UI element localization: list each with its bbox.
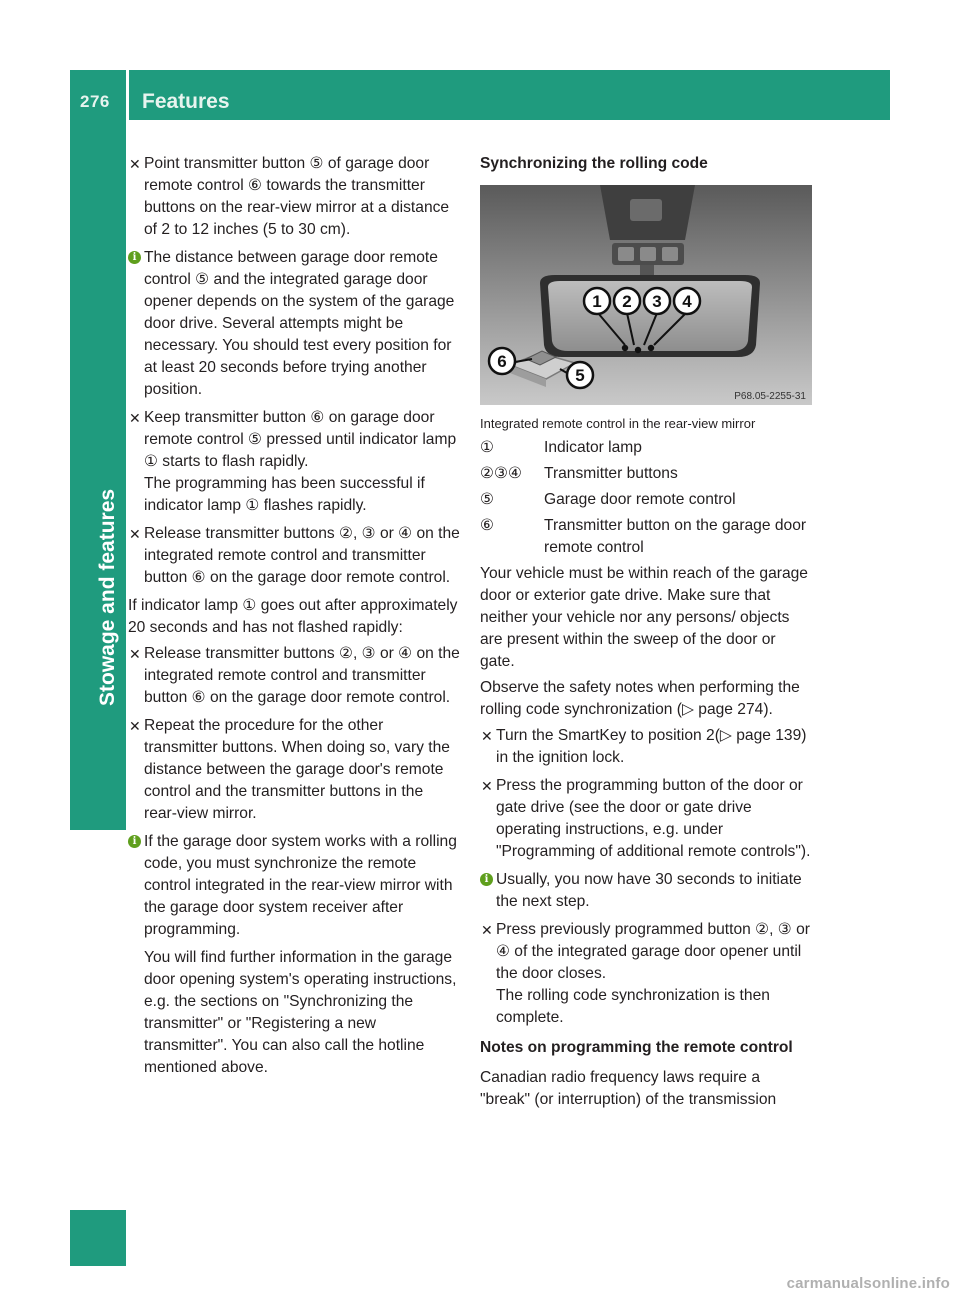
step-text: Point transmitter button ⑤ of garage door remote control ⑥ towards the transmitter buttons on the rear-view mirror at a distance of 2 to 12 inches (5 to 30 cm). [144,155,450,238]
panel-button [618,247,634,261]
transmitter-button [635,347,641,353]
header-divider [126,70,129,120]
side-tab [70,120,126,830]
figure-caption: Integrated remote control in the rear-view mirror [480,416,756,431]
step-arrow-icon: ✕ [129,410,141,426]
callout-3 [644,288,670,314]
instruction-step [128,407,460,517]
step-arrow-icon: ✕ [129,718,141,734]
paragraph: Observe the safety notes when performing the rolling code synchronization (▷ page 274). [480,679,800,718]
step-arrow-icon: ✕ [481,728,493,744]
info-note [480,869,812,913]
callout-2 [614,288,640,314]
instruction-step [128,643,460,709]
step-text: Release transmitter buttons ②, ③ or ④ on the integrated remote control and transmitter button ⑥ on the garage door remote control. [144,525,460,586]
info-icon: i [128,835,141,848]
instruction-step [480,775,812,863]
mirror-illustration [480,185,812,405]
section-heading: Notes on programming the remote control [480,1039,793,1056]
step-arrow-icon: ✕ [129,646,141,662]
instruction-step [128,715,460,825]
callout-4 [674,288,700,314]
note-text: The distance between garage door remote control ⑤ and the integrated garage door opener depends on the system of the garage door drive. Several attempts might be necessary. You should test every position for at least 20 seconds before trying another position. [144,249,455,398]
panel-button [640,247,656,261]
svg-text:4: 4 [682,292,692,311]
svg-text:5: 5 [575,366,585,385]
step-text: Turn the SmartKey to position 2(▷ page 139) in the ignition lock. [496,727,807,766]
legend-text: Transmitter buttons [544,465,678,482]
legend-text: Garage door remote control [544,491,736,508]
right-column [480,153,812,1115]
note-text: If the garage door system works with a rolling code, you must synchronize the remote control integrated in the rear-view mirror with the garage door system receiver after programming. [144,833,457,938]
indicator-lamp [622,345,628,351]
info-note [128,831,460,1079]
side-tab-label: Stowage and features [96,488,119,706]
paragraph: Your vehicle must be within reach of the garage door or exterior gate drive. Make sure that neither your vehicle nor any persons/ objects are present within the sweep of the door or gate. [480,565,808,670]
step-arrow-icon: ✕ [481,922,493,938]
legend-key: ⑥ [480,517,494,534]
callout-6 [489,348,515,374]
paragraph: Canadian radio frequency laws require a "break" (or interruption) of the transmission [480,1069,777,1108]
legend-key: ⑤ [480,491,494,508]
section-title: Features [142,90,230,113]
info-icon: i [480,873,493,886]
figure-code: P68.05-2255-31 [734,391,806,402]
rear-view-mirror-figure [480,185,812,405]
watermark: carmanualsonline.info [786,1275,950,1292]
legend-row [480,437,812,459]
note-text: Usually, you now have 30 seconds to initiate the next step. [496,871,802,910]
svg-text:6: 6 [497,352,507,371]
section-heading: Synchronizing the rolling code [480,155,708,172]
header-bar [70,70,890,120]
panel-button [662,247,678,261]
overhead-light [630,199,662,221]
info-note [128,247,460,401]
step-text: Repeat the procedure for the other transmitter buttons. When doing so, vary the distance between the garage door's remote control and the transmitter buttons in the rear-view mirror. [144,717,450,822]
legend-text: Indicator lamp [544,439,642,456]
step-text: Keep transmitter button ⑥ on garage door remote control ⑤ pressed until indicator lamp ① starts to flash rapidly. [144,409,457,470]
instruction-step [128,523,460,589]
page-number: 276 [80,92,110,111]
svg-text:2: 2 [622,292,632,311]
step-result: The rolling code synchronization is then complete. [496,987,770,1026]
callout-1 [584,288,610,314]
instruction-step [128,153,460,241]
legend-row [480,463,812,485]
side-thumb-marker [70,1210,126,1266]
legend-row [480,489,812,511]
step-result: The programming has been successful if indicator lamp ① flashes rapidly. [144,475,425,514]
legend-row [480,515,812,559]
svg-text:3: 3 [652,292,662,311]
step-text: Press the programming button of the door or gate drive (see the door or gate drive operating instructions, e.g. under "Programming of additional remote controls"). [496,777,811,860]
legend-key: ① [480,439,494,456]
instruction-step [480,725,812,769]
legend-key: ②③④ [480,465,522,482]
step-text: Release transmitter buttons ②, ③ or ④ on the integrated remote control and transmitter button ⑥ on the garage door remote control. [144,645,460,706]
legend [480,437,812,559]
svg-text:1: 1 [592,292,602,311]
paragraph: If indicator lamp ① goes out after approximately 20 seconds and has not flashed rapidly: [128,597,458,636]
step-text: Press previously programmed button ②, ③ or ④ of the integrated garage door opener until the door closes. [496,921,810,982]
instruction-step [480,919,812,1029]
transmitter-button [648,345,654,351]
step-arrow-icon: ✕ [481,778,493,794]
note-text: You will find further information in the garage door opening system's operating instructions, e.g. the sections on "Synchronizing the transmitter" or "Registering a new transmitter". You can also call the hotline mentioned above. [144,949,457,1076]
legend-text: Transmitter button on the garage door remote control [544,517,807,556]
left-column [128,153,460,1085]
step-arrow-icon: ✕ [129,156,141,172]
step-arrow-icon: ✕ [129,526,141,542]
info-icon: i [128,251,141,264]
callout-5 [567,362,593,388]
